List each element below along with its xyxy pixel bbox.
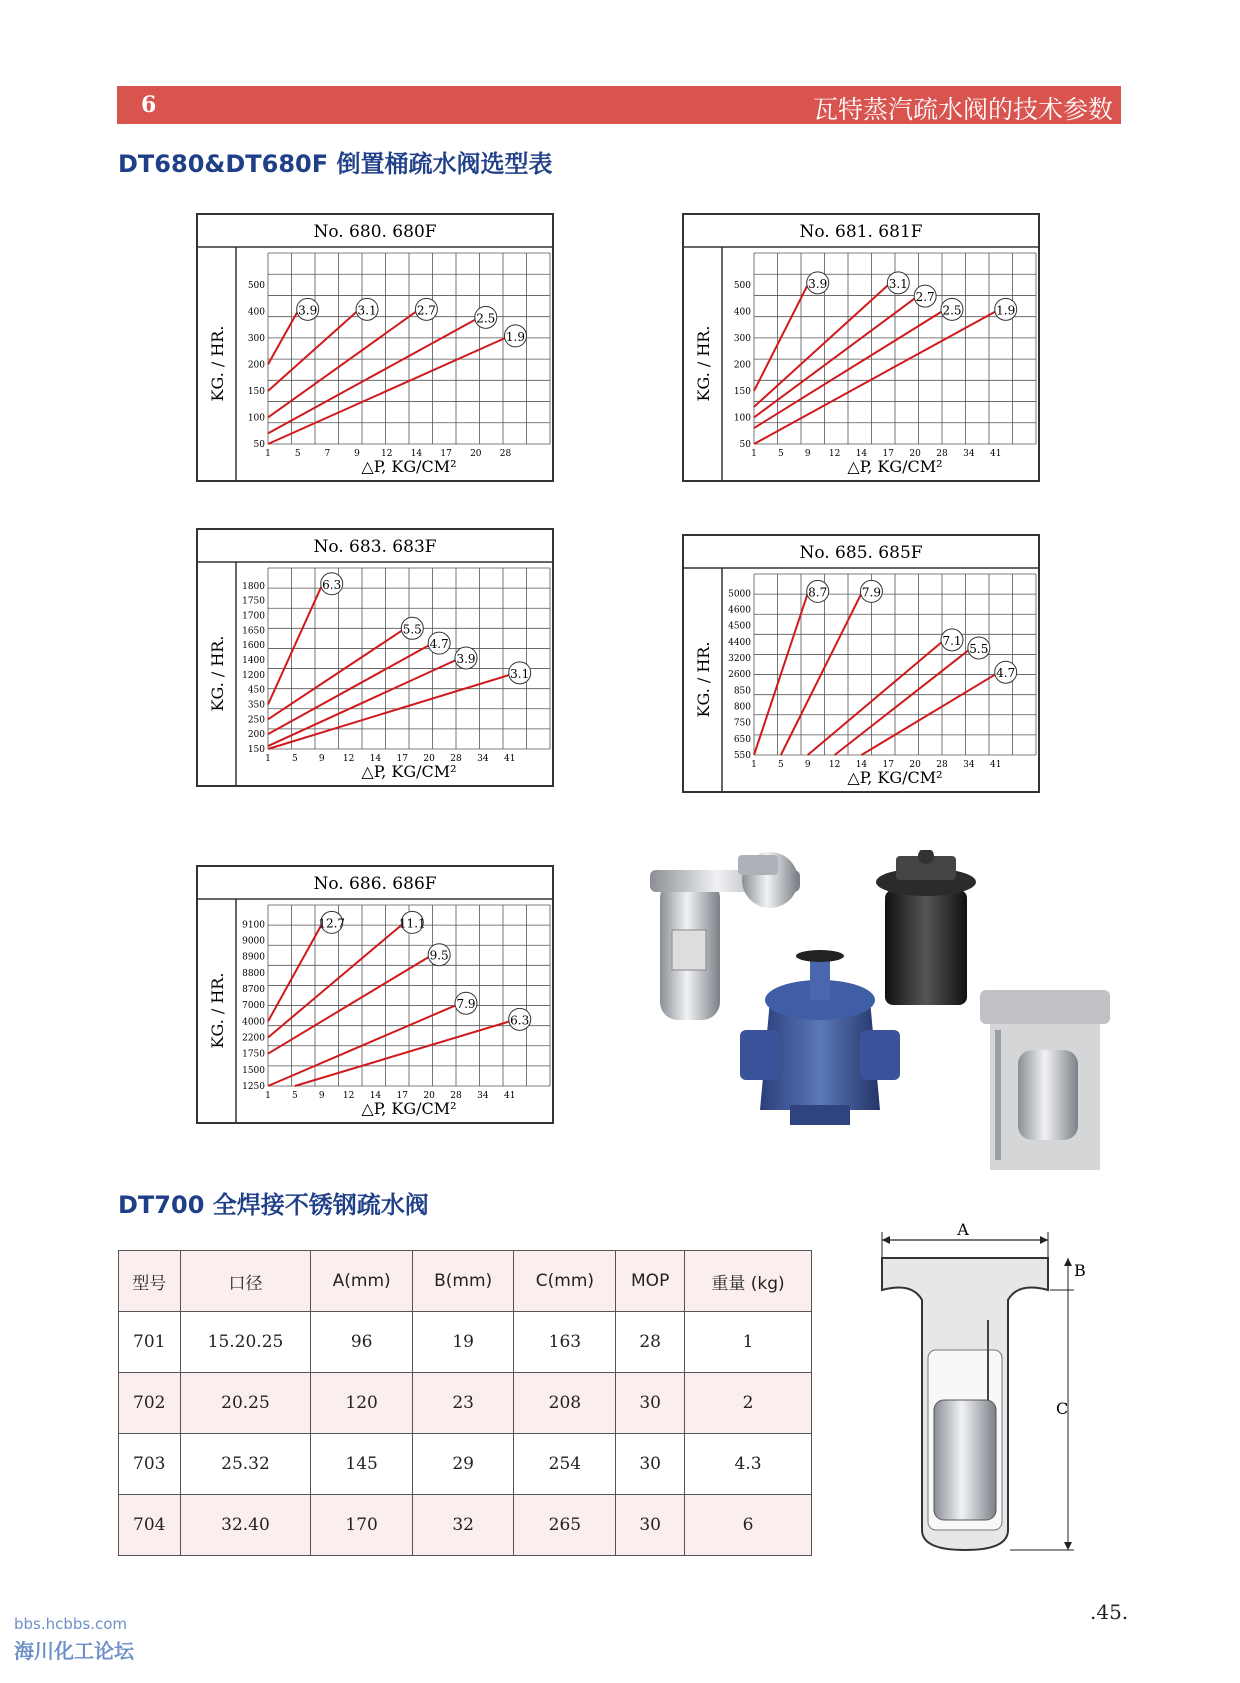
cell: 703: [119, 1434, 181, 1495]
chart-svg: [198, 530, 552, 785]
chart-685: [682, 534, 1040, 793]
y-tick-label: 1750: [242, 1049, 265, 1060]
cell: 25.32: [180, 1434, 311, 1495]
chart-title: No. 681. 681F: [799, 222, 923, 242]
y-tick-label: 100: [247, 413, 265, 424]
series-label: 7.9: [861, 585, 881, 600]
y-axis-label: KG. / HR.: [208, 325, 227, 402]
x-tick-label: 9: [354, 449, 360, 459]
y-tick-label: 8700: [242, 985, 265, 996]
product-photos: [650, 850, 1130, 1170]
y-axis-label: KG. / HR.: [208, 972, 227, 1049]
y-tick-label: 1800: [242, 581, 265, 592]
cell: 145: [311, 1434, 412, 1495]
x-tick-label: 28: [450, 754, 462, 764]
y-tick-label: 400: [733, 307, 751, 318]
cell: 30: [616, 1434, 685, 1495]
y-tick-label: 1600: [242, 641, 265, 652]
dim-b-label: B: [1074, 1261, 1086, 1280]
series-label: 5.5: [402, 622, 422, 637]
y-tick-label: 300: [247, 333, 265, 344]
series-line: [268, 630, 402, 719]
chart-title: No. 686. 686F: [313, 874, 437, 894]
series-label: 3.9: [808, 276, 828, 291]
series-label: 4.7: [996, 666, 1016, 681]
series-label: 2.5: [942, 303, 962, 318]
series-label: 12.7: [318, 916, 346, 931]
y-axis-label: KG. / HR.: [694, 641, 713, 718]
y-tick-label: 500: [733, 280, 751, 291]
col-c: C(mm): [514, 1251, 616, 1312]
y-tick-label: 4600: [728, 605, 751, 616]
watermark-url: bbs.hcbbs.com: [14, 1615, 128, 1633]
x-tick-label: 20: [423, 754, 435, 764]
y-tick-label: 1200: [242, 670, 265, 681]
series-line: [268, 311, 357, 391]
y-tick-label: 850: [733, 686, 751, 697]
chart-686: [196, 865, 554, 1124]
col-b: B(mm): [412, 1251, 514, 1312]
watermark-name: 海川化工论坛: [14, 1639, 134, 1663]
x-tick-label: 1: [265, 754, 271, 764]
series-line: [268, 645, 429, 734]
x-tick-label: 12: [342, 1091, 355, 1101]
cell: 23: [412, 1373, 514, 1434]
chart-svg: [684, 536, 1038, 791]
x-tick-label: 17: [440, 449, 452, 459]
series-line: [268, 924, 322, 1021]
col-mop: MOP: [616, 1251, 685, 1312]
y-tick-label: 50: [253, 440, 265, 450]
series-label: 5.5: [969, 641, 989, 656]
series-label: 1.9: [505, 329, 526, 344]
y-tick-label: 9000: [242, 936, 265, 947]
header-title: 瓦特蒸汽疏水阀的技术参数: [812, 95, 1113, 124]
series-label: 6.3: [510, 1013, 530, 1028]
x-tick-label: 12: [342, 754, 355, 764]
chart-svg: [684, 215, 1038, 480]
x-tick-label: 28: [936, 760, 948, 770]
y-tick-label: 4500: [728, 621, 751, 632]
y-axis-label: KG. / HR.: [208, 635, 227, 712]
x-axis-label: △P, KG/CM²: [361, 457, 457, 476]
black-trap-photo: [876, 850, 976, 1005]
cell: 32.40: [180, 1495, 311, 1556]
series-line: [268, 586, 322, 705]
y-tick-label: 3200: [728, 654, 751, 665]
cell: 96: [311, 1312, 412, 1373]
series-label: 4.7: [429, 637, 449, 652]
y-tick-label: 450: [247, 685, 265, 696]
cell: 30: [616, 1495, 685, 1556]
cell: 15.20.25: [180, 1312, 311, 1373]
x-axis-label: △P, KG/CM²: [361, 762, 457, 781]
chart-title: No. 680. 680F: [313, 222, 437, 242]
y-tick-label: 1650: [242, 626, 265, 637]
section-title-dt680: DT680&DT680F 倒置桶疏水阀选型表: [118, 150, 553, 178]
x-tick-label: 9: [318, 754, 325, 764]
x-tick-label: 34: [477, 1091, 489, 1101]
x-tick-label: 34: [963, 449, 975, 459]
x-tick-label: 1: [751, 449, 757, 459]
y-tick-label: 100: [733, 413, 751, 424]
series-label: 7.1: [942, 633, 962, 648]
cell: 29: [412, 1434, 514, 1495]
chart-683: [196, 528, 554, 787]
y-tick-label: 1400: [242, 655, 265, 666]
y-tick-label: 8900: [242, 952, 265, 963]
series-line: [268, 319, 476, 433]
series-label: 3.1: [888, 276, 908, 291]
y-tick-label: 150: [247, 745, 265, 755]
cell: 704: [119, 1495, 181, 1556]
cell: 32: [412, 1495, 514, 1556]
chart-title: No. 685. 685F: [799, 543, 923, 563]
y-tick-label: 500: [247, 280, 265, 291]
series-label: 1.9: [996, 303, 1016, 318]
series-label: 2.7: [915, 290, 935, 305]
x-tick-label: 14: [369, 1091, 382, 1101]
cell: 4.3: [685, 1434, 812, 1495]
y-tick-label: 4400: [728, 637, 751, 648]
y-tick-label: 50: [739, 440, 751, 450]
dim-c-label: C: [1056, 1399, 1069, 1418]
x-tick-label: 9: [804, 449, 811, 459]
series-label: 8.7: [808, 585, 828, 600]
cell: 701: [119, 1312, 181, 1373]
col-model: 型号: [119, 1251, 181, 1312]
blue-cast-trap-photo: [740, 950, 900, 1125]
x-tick-label: 5: [777, 449, 784, 459]
y-tick-label: 1750: [242, 596, 265, 607]
y-tick-label: 150: [733, 386, 751, 397]
series-label: 3.9: [298, 303, 318, 318]
series-label: 2.7: [416, 303, 436, 318]
x-tick-label: 5: [291, 1091, 298, 1101]
cell: 163: [514, 1312, 616, 1373]
y-tick-label: 400: [247, 307, 265, 318]
series-label: 7.9: [456, 997, 476, 1012]
chart-svg: [198, 867, 552, 1122]
x-tick-label: 12: [381, 449, 393, 459]
cell: 254: [514, 1434, 616, 1495]
x-tick-label: 20: [470, 449, 482, 459]
table-header-row: [119, 1251, 812, 1312]
x-axis-label: △P, KG/CM²: [847, 768, 943, 787]
x-tick-label: 17: [882, 449, 895, 459]
cell: 170: [311, 1495, 412, 1556]
x-tick-label: 14: [855, 760, 868, 770]
y-tick-label: 200: [247, 730, 265, 741]
x-tick-label: 9: [804, 760, 811, 770]
x-axis-label: △P, KG/CM²: [847, 457, 943, 476]
chart-title: No. 683. 683F: [313, 537, 437, 557]
y-tick-label: 800: [733, 702, 751, 713]
table-row: [119, 1495, 812, 1556]
x-tick-label: 41: [989, 449, 1002, 459]
x-tick-label: 7: [324, 449, 331, 459]
y-tick-label: 200: [247, 360, 265, 371]
y-tick-label: 7000: [242, 1001, 265, 1012]
page-footer-number: .45.: [1090, 1600, 1129, 1624]
series-line: [754, 311, 996, 444]
cell: 30: [616, 1373, 685, 1434]
y-tick-label: 2200: [242, 1033, 265, 1044]
table-row: [119, 1434, 812, 1495]
chart-svg: [198, 215, 552, 480]
x-tick-label: 1: [751, 760, 757, 770]
x-tick-label: 12: [828, 449, 841, 459]
y-tick-label: 1700: [242, 611, 265, 622]
x-tick-label: 34: [477, 754, 489, 764]
dt700-dimension-diagram: [868, 1220, 1098, 1560]
series-line: [268, 675, 510, 749]
y-tick-label: 300: [733, 333, 751, 344]
chart-681: [682, 213, 1040, 482]
series-label: 3.1: [510, 666, 530, 681]
y-tick-label: 750: [733, 718, 751, 729]
x-tick-label: 5: [291, 754, 298, 764]
col-a: A(mm): [311, 1251, 412, 1312]
series-label: 11.1: [398, 916, 426, 931]
table-row: [119, 1373, 812, 1434]
cutaway-trap-photo: [980, 990, 1110, 1170]
series-label: 9.5: [429, 948, 449, 963]
series-label: 3.1: [357, 303, 377, 318]
y-tick-label: 4000: [242, 1017, 265, 1028]
y-tick-label: 350: [247, 700, 265, 711]
dt700-spec-table: [118, 1250, 812, 1556]
dim-a-label: A: [957, 1220, 969, 1239]
series-label: 2.5: [476, 311, 496, 326]
x-tick-label: 28: [450, 1091, 462, 1101]
cell: 20.25: [180, 1373, 311, 1434]
y-tick-label: 8800: [242, 968, 265, 979]
cell: 6: [685, 1495, 812, 1556]
table-row: [119, 1312, 812, 1373]
y-tick-label: 2600: [728, 670, 751, 681]
y-tick-label: 550: [733, 751, 751, 761]
col-weight: 重量 (kg): [685, 1251, 812, 1312]
series-label: 3.9: [456, 651, 476, 666]
x-tick-label: 1: [265, 449, 271, 459]
col-size: 口径: [180, 1251, 311, 1312]
y-tick-label: 1500: [242, 1065, 265, 1076]
cell: 28: [616, 1312, 685, 1373]
x-tick-label: 17: [396, 754, 409, 764]
x-tick-label: 41: [503, 1091, 516, 1101]
x-tick-label: 14: [369, 754, 382, 764]
chart-680: [196, 213, 554, 482]
x-tick-label: 9: [318, 1091, 325, 1101]
x-tick-label: 5: [294, 449, 301, 459]
series-line: [268, 924, 402, 1037]
y-tick-label: 650: [733, 734, 751, 745]
x-tick-label: 34: [963, 760, 975, 770]
header-band: [117, 86, 1121, 124]
x-tick-label: 5: [777, 760, 784, 770]
dim-a-arrow: [882, 1236, 890, 1244]
y-tick-label: 1250: [242, 1082, 265, 1092]
series-label: 6.3: [322, 577, 342, 592]
x-tick-label: 20: [423, 1091, 435, 1101]
x-tick-label: 14: [855, 449, 868, 459]
cell: 702: [119, 1373, 181, 1434]
cell: 19: [412, 1312, 514, 1373]
page-number: 6: [141, 92, 157, 118]
x-tick-label: 20: [909, 760, 921, 770]
y-tick-label: 5000: [728, 589, 751, 600]
x-tick-label: 14: [410, 449, 423, 459]
section-title-dt700: DT700 全焊接不锈钢疏水阀: [118, 1191, 429, 1219]
cell: 2: [685, 1373, 812, 1434]
x-tick-label: 41: [503, 754, 516, 764]
x-axis-label: △P, KG/CM²: [361, 1099, 457, 1118]
y-tick-label: 200: [733, 360, 751, 371]
y-tick-label: 9100: [242, 920, 265, 931]
cell: 265: [514, 1495, 616, 1556]
series-line: [754, 285, 888, 407]
x-tick-label: 41: [989, 760, 1002, 770]
y-tick-label: 150: [247, 386, 265, 397]
cell: 120: [311, 1373, 412, 1434]
trap-float: [934, 1400, 996, 1520]
x-tick-label: 12: [828, 760, 841, 770]
cell: 1: [685, 1312, 812, 1373]
y-axis-label: KG. / HR.: [694, 325, 713, 402]
y-tick-label: 250: [247, 715, 265, 726]
x-tick-label: 17: [882, 760, 895, 770]
cell: 208: [514, 1373, 616, 1434]
series-line: [295, 1021, 510, 1086]
x-tick-label: 17: [396, 1091, 409, 1101]
x-tick-label: 28: [499, 449, 512, 459]
dim-a-arrow: [1040, 1236, 1048, 1244]
x-tick-label: 1: [265, 1091, 271, 1101]
x-tick-label: 28: [936, 449, 948, 459]
x-tick-label: 20: [909, 449, 921, 459]
